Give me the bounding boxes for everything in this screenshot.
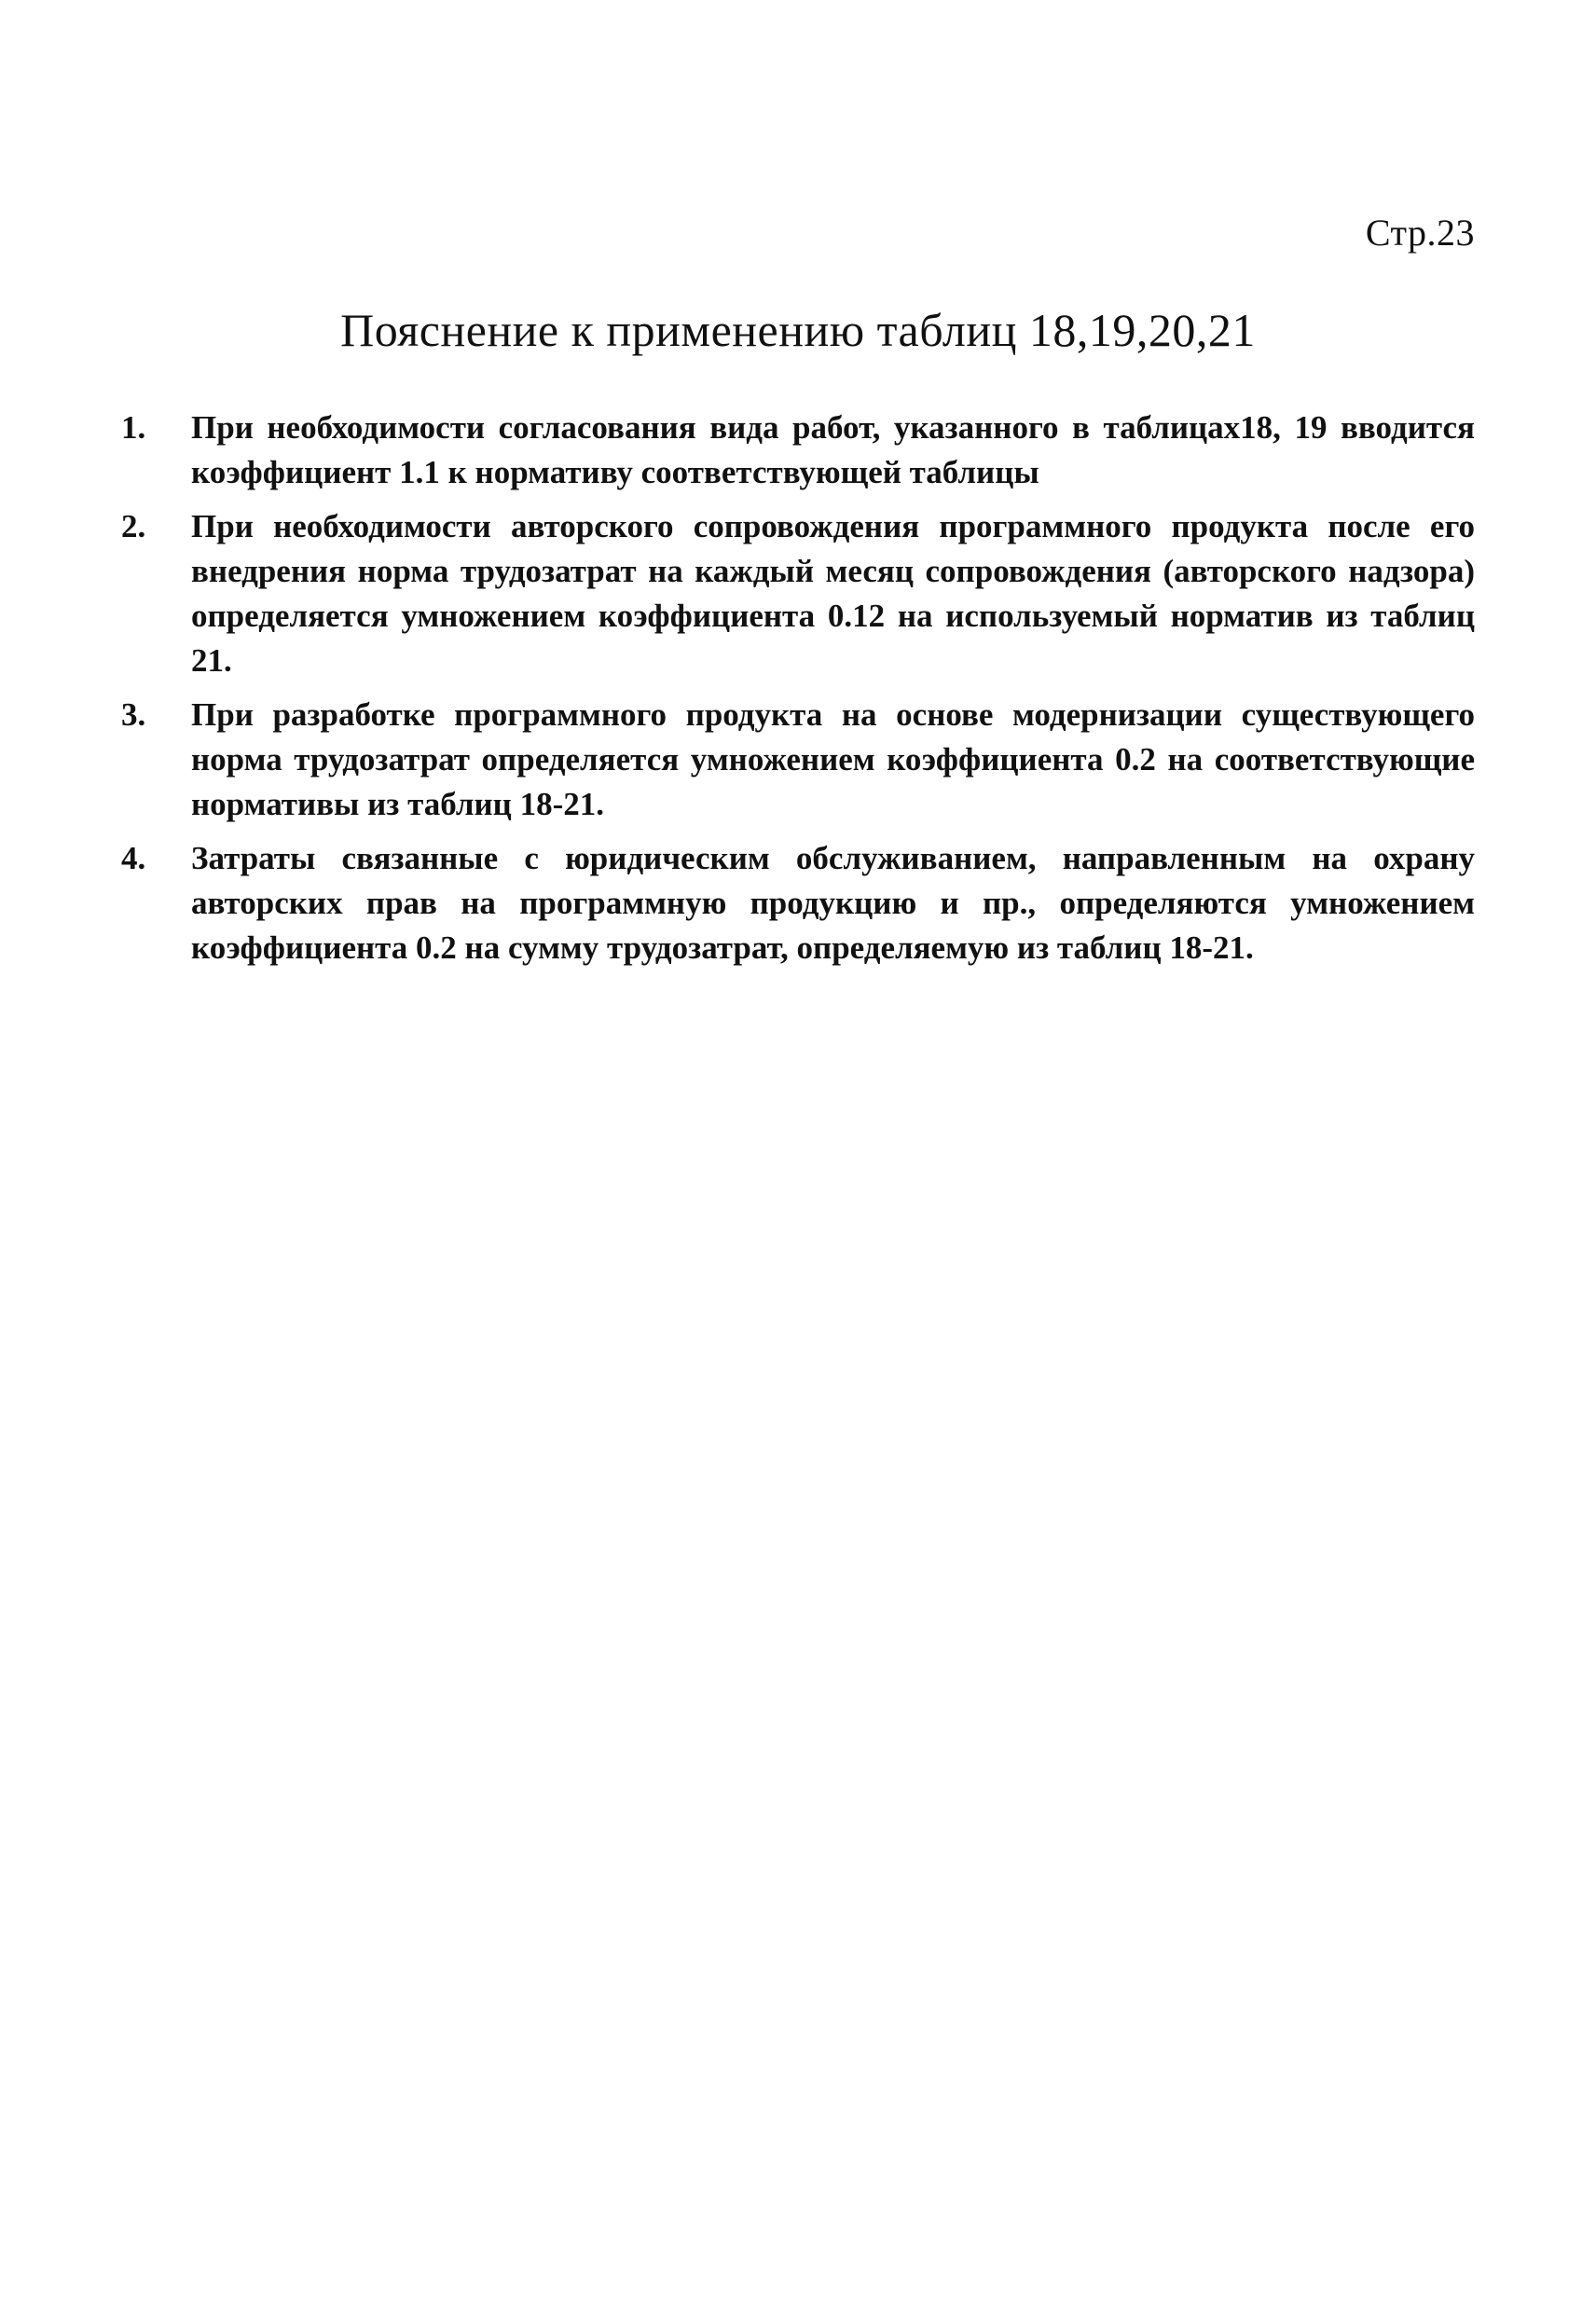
note-number: 1. [121,409,146,446]
notes-list [121,406,1475,980]
note-item [121,406,1475,495]
note-number: 2. [121,508,146,544]
page-title: Пояснение к применению таблиц 18,19,20,21 [340,304,1256,356]
note-text: При разработке программного продукта на основе модернизации существующего норма трудозатрат определяется умножением коэффициента 0.2 на соответствующие нормативы из таблиц 18-21. [191,696,1475,822]
note-item [121,504,1475,683]
note-number: 3. [121,696,146,733]
note-item [121,693,1475,827]
note-text: При необходимости согласования вида работ, указанного в таблицах18, 19 вводится коэффициент 1.1 к нормативу соответствующей таблицы [191,409,1475,490]
note-item [121,836,1475,970]
page-number: Стр.23 [1365,212,1475,254]
note-text: При необходимости авторского сопровождения программного продукта после его внедрения норма трудозатрат на каждый месяц сопровождения (авторского надзора) определяется умножением коэффициента 0.12 на используемый норматив из таблиц 21. [191,508,1475,679]
note-number: 4. [121,840,146,876]
note-text: Затраты связанные с юридическим обслуживанием, направленным на охрану авторских прав на программную продукцию и пр., определяются умножением коэффициента 0.2 на сумму трудозатрат, определяемую из таблиц 18-21. [191,840,1475,966]
